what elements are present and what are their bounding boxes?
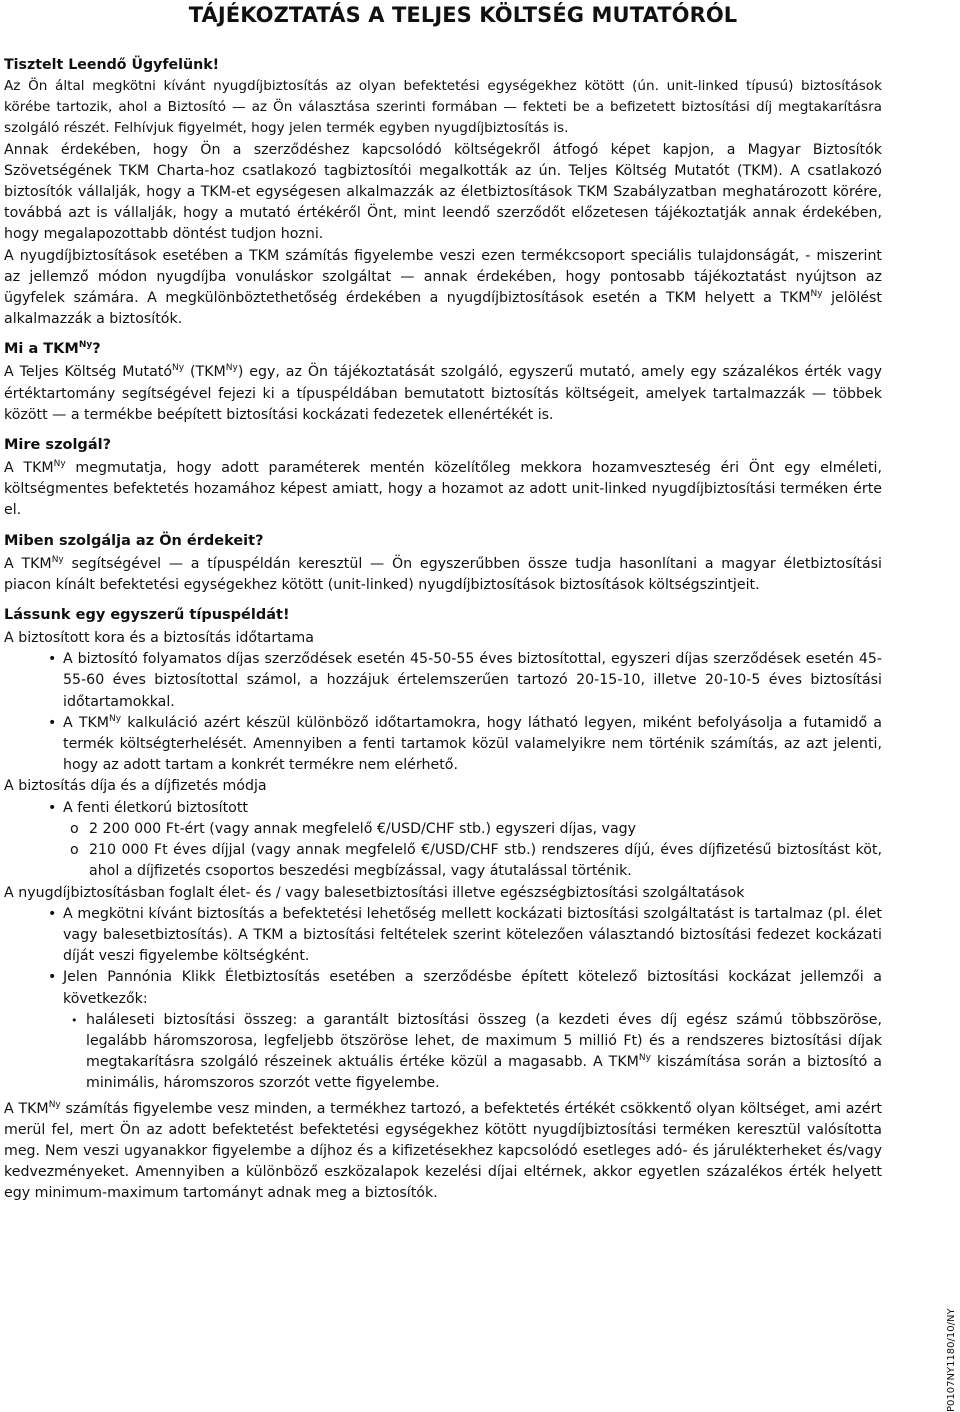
document-page bbox=[4, 0, 882, 1205]
section-heading-mire: Mire szolgál? bbox=[4, 437, 111, 454]
intro-paragraph-2: Annak érdekében, hogy Ön a szerződéshez kapcsolódó költségekről átfogó képet kapjon, a Magyar Biztosítók Szövetségének TKM Charta-hoz csatlakozó tagbiztosítói megalkották az ún. Teljes Költség Mutatót (TKM). A csatlakozó biztosítók vállalják, hogy a TKM-et egységesen alkalmazzák az életbiztosítások TKM Szabályzatban meghatározott körére, továbbá azt is vállalják, hogy a mutató értékéről Önt, mint leendő szerződőt előzetesen tájékoztatják annak érdekében, hogy megalapozottabb döntést tudjon hozni. bbox=[4, 141, 882, 243]
list-item: o 2 200 000 Ft-ért (vagy annak megfelelő €/USD/CHF stb.) egyszeri díjas, vagy bbox=[4, 819, 882, 840]
list-item: o 210 000 Ft éves díjjal (vagy annak megfelelő €/USD/CHF stb.) rendszeres díjú, éves díjfizetésű biztosítást köt, ahol a díjfizetés csoportos beszedési megbízással, vagy átutalással történik. bbox=[70, 842, 882, 880]
sub-list-services bbox=[4, 1010, 882, 1095]
page-title: TÁJÉKOZTATÁS A TELJES KÖLTSÉG MUTATÓRÓL bbox=[188, 3, 738, 27]
list-item: • A biztosító folyamatos díjas szerződések esetén 45-50-55 éves biztosítottal, egyszeri díjas szerződések esetén 45-55-60 éves biztosítottal számol, a hozzájuk értelemszerűen tartozó 20-15-10, illetve 20-10-5 éves biztosítási időtartamokkal. bbox=[48, 651, 882, 710]
bullet-icon: • bbox=[48, 714, 57, 731]
subheading-age: A biztosított kora és a biztosítás időtartama bbox=[4, 630, 314, 647]
list-item: • A fenti életkorú biztosított bbox=[4, 798, 882, 819]
list-item: • haláleseti biztosítási összeg: a garantált biztosítási összeg (a kezdeti éves díj egész számú többszöröse, legalább háromszorosa, legfeljebb ötszöröse lehet, de maximum 5 millió Ft) és a rendszeres biztosítási díjak megtakarításra szolgáló részeinek aktuális értéke közül a magasabb. A $TKM^{Ny}$ kiszámítása során a biztosító a minimális, háromszoros szorzót vette figyelembe. bbox=[71, 1011, 882, 1092]
greeting: Tisztelt Leendő Ügyfelünk! bbox=[4, 57, 220, 73]
sub-list-fee bbox=[4, 819, 882, 883]
bullet-list-services bbox=[4, 904, 882, 1010]
section-text-miben: A $TKM^{Ny}$ segítségével — a típuspéldán keresztül — Ön egyszerűbben össze tudja hasonlítani a magyar életbiztosítási piacon kínált befektetési egységekhez kötött (unit-linked) nyugdíjbiztosítások biztosítások költségszintjeit. bbox=[4, 554, 882, 593]
bullet-icon: • bbox=[48, 969, 57, 986]
list-item: • Jelen Pannónia Klikk Életbiztosítás esetében a szerződésbe épített kötelező biztosítási kockázat jellemzői a következők: bbox=[48, 969, 882, 1007]
section-heading-miben: Miben szolgálja az Ön érdekeit? bbox=[4, 532, 264, 549]
closing-paragraph: A $TKM^{Ny}$ számítás figyelembe vesz minden, a termékhez tartozó, a befektetés értékét csökkentő olyan költséget, ami azért merül fel, mert Ön az adott befektetést befektetési egységekhez kötött nyugdíjbiztosítási terméken keresztül valósította meg. Nem veszi ugyanakkor figyelembe a díjhoz és a kifizetésekhez kapcsolódó esetleges adó- és járulékterheket és/vagy kedvezményeket. Amennyiben a különböző eszközalapok kezelési díjai eltérnek, akkor egyetlen százalékos érték helyett egy minimum-maximum tartományt adnak meg a biztosítók. bbox=[4, 1099, 882, 1202]
section-text-mi: A Teljes Költség Mutató$^{Ny}$ $(TKM^{Ny})$ egy, az Ön tájékoztatását szolgáló, egyszerű mutató, amely egy százalékos érték vagy értéktartomány segítségével fejezi ki a típuspéldában bemutatott biztosítás költségeit, amelyek tartalmazzák — többek között — a termékbe beépített biztosítási kockázati fedezetek ellenértékét is. bbox=[4, 363, 882, 423]
circle-bullet-icon: o bbox=[70, 820, 79, 837]
intro-paragraph-1: Az Ön által megkötni kívánt nyugdíjbiztosítás az olyan befektetési egységekhez kötött (ún. unit-linked típusú) biztosítások körébe tartozik, ahol a Biztosító — az Ön választása szerinti formában — fekteti be a befizetett biztosítási díj megtakarításra szolgáló részét. Felhívjuk figyelmét, hogy jelen termék egyben nyugdíjbiztosítás is. bbox=[4, 78, 882, 137]
small-bullet-icon: • bbox=[71, 1013, 78, 1027]
document-code: P0107NY1180/10/NY bbox=[946, 1308, 957, 1412]
bullet-list-fee bbox=[4, 798, 882, 819]
section-text-mire: A $TKM^{Ny}$ megmutatja, hogy adott paraméterek mentén közelítőleg mekkora hozamveszteség éri Önt egy elméleti, költségmentes befektetés hozamához képest amiatt, hogy a hozamot az adott unit-linked nyugdíjbiztosítási terméken érte el. bbox=[4, 459, 882, 519]
section-heading-mi: Mi a $TKM^{Ny}$? bbox=[4, 340, 101, 358]
bullet-icon: • bbox=[48, 799, 57, 816]
circle-bullet-icon: o bbox=[70, 842, 79, 859]
list-item: • A megkötni kívánt biztosítás a befektetési lehetőség mellett kockázati biztosítási szolgáltatást is tartalmaz (pl. élet vagy balesetbiztosítás). A TKM a biztosítási feltételek szerint kötelezően választandó biztosítási fedezet kockázati díját veszi figyelembe költségként. bbox=[48, 905, 882, 965]
subheading-fee: A biztosítás díja és a díjfizetés módja bbox=[4, 778, 267, 795]
section-heading-example: Lássunk egy egyszerű típuspéldát! bbox=[4, 607, 290, 624]
list-item: • A $TKM^{Ny}$ kalkuláció azért készül különböző időtartamokra, hogy látható legyen, miként befolyásolja a futamidő a termék költségterhelését. Amennyiben a fenti tartamok közül valamelyikre nem történik számítás, az azt jelenti, hogy az adott tartam a konkrét termékre nem elérhető. bbox=[48, 713, 882, 774]
intro-paragraph-3: A nyugdíjbiztosítások esetében a TKM számítás figyelembe veszi ezen termékcsoport speciális tulajdonságát, - miszerint az jellemző módon nyugdíjba vonuláskor szolgáltat — annak érdekében, hogy pontosabb tájékoztatást nyújtson az ügyfelek számára. A megkülönböztethetőség érdekében a nyugdíjbiztosítások esetén a TKM helyett a $TKM^{Ny}$ jelölést alkalmazzák a biztosítók. bbox=[4, 247, 882, 328]
bullet-icon: • bbox=[48, 651, 57, 668]
bullet-list-age bbox=[4, 649, 882, 776]
bullet-icon: • bbox=[48, 905, 57, 922]
subheading-services: A nyugdíjbiztosításban foglalt élet- és / vagy balesetbiztosítási illetve egészségbiztosítási szolgáltatások bbox=[4, 884, 745, 901]
